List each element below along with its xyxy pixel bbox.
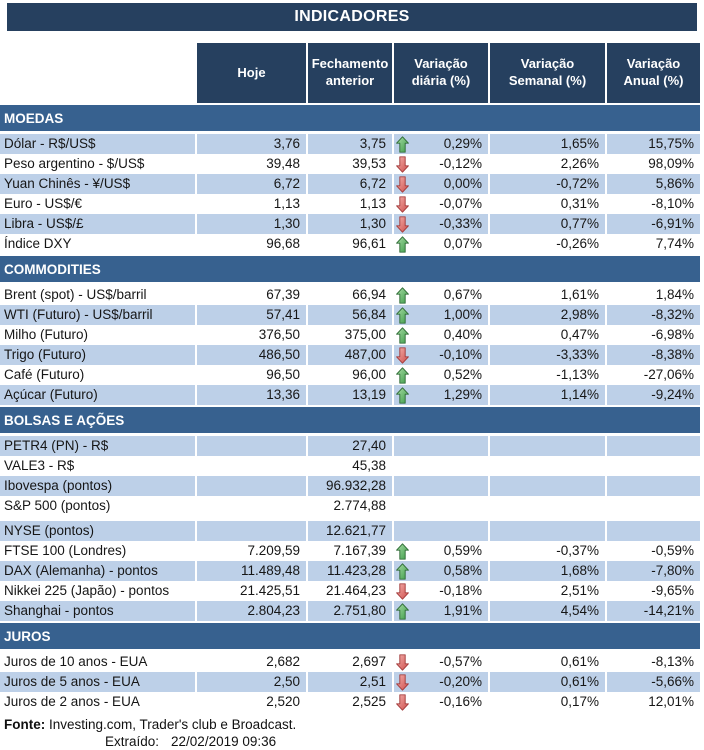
fechamento-anterior-value: 1,13 (308, 194, 394, 214)
variacao-semanal-value: 2,51% (490, 581, 607, 601)
fechamento-anterior-value: 27,40 (308, 436, 394, 456)
hoje-value: 1,30 (197, 214, 308, 234)
variacao-semanal-value: 0,61% (490, 672, 607, 692)
variacao-semanal-value: 0,47% (490, 325, 607, 345)
fechamento-anterior-value: 39,53 (308, 154, 394, 174)
table-row (0, 541, 700, 561)
variacao-diaria-cell (394, 345, 490, 365)
variacao-diaria-cell (394, 521, 490, 541)
hoje-value: 57,41 (197, 305, 308, 325)
down-arrow-slot (394, 674, 414, 691)
row-label: Libra - US$/£ (0, 214, 197, 234)
variacao-diaria-cell (394, 672, 490, 692)
up-arrow-slot (394, 307, 414, 324)
source-text: Investing.com, Trader's club e Broadcast. (49, 717, 297, 732)
table-row (0, 672, 700, 692)
variacao-semanal-value: 1,65% (490, 134, 607, 154)
fechamento-anterior-value: 2.751,80 (308, 601, 394, 621)
down-arrow-slot (394, 347, 414, 364)
variacao-anual-value: -9,24% (607, 385, 700, 405)
variacao-diaria-value: -0,10% (439, 347, 482, 362)
variacao-diaria-value: 1,00% (443, 307, 482, 322)
variacao-diaria-value: -0,20% (439, 674, 482, 689)
variacao-diaria-cell (394, 476, 490, 496)
variacao-diaria-value: 0,07% (443, 236, 482, 251)
variacao-anual-value: -7,80% (607, 561, 700, 581)
row-label: PETR4 (PN) - R$ (0, 436, 197, 456)
table-row (0, 174, 700, 194)
hoje-value (197, 496, 308, 516)
up-arrow-icon (396, 387, 409, 404)
variacao-diaria-cell (394, 456, 490, 476)
variacao-semanal-value: 0,61% (490, 652, 607, 672)
row-label: Café (Futuro) (0, 365, 197, 385)
hoje-value: 2,682 (197, 652, 308, 672)
variacao-semanal-value: -0,72% (490, 174, 607, 194)
variacao-diaria-value: 0,52% (443, 367, 482, 382)
table-row (0, 194, 700, 214)
hoje-value (197, 476, 308, 496)
column-header-variacao-anual: Variação Anual (%) (607, 43, 700, 103)
section-rows-moedas (0, 134, 704, 254)
footer (0, 717, 704, 750)
variacao-diaria-cell (394, 234, 490, 254)
row-label: NYSE (pontos) (0, 521, 197, 541)
table-row (0, 345, 700, 365)
table-row (0, 134, 700, 154)
variacao-diaria-value: 0,00% (443, 176, 482, 191)
row-label: S&P 500 (pontos) (0, 496, 197, 516)
variacao-semanal-value: 1,14% (490, 385, 607, 405)
down-arrow-slot (394, 156, 414, 173)
variacao-semanal-value: -0,37% (490, 541, 607, 561)
indicators-report (0, 3, 704, 750)
table-row (0, 456, 700, 476)
hoje-value: 2.804,23 (197, 601, 308, 621)
down-arrow-icon (396, 347, 409, 364)
variacao-anual-value (607, 521, 700, 541)
row-label: VALE3 - R$ (0, 456, 197, 476)
row-label: Euro - US$/€ (0, 194, 197, 214)
section-header-bolsas-e-acoes: BOLSAS E AÇÕES (0, 407, 700, 433)
hoje-value: 21.425,51 (197, 581, 308, 601)
hoje-value: 486,50 (197, 345, 308, 365)
variacao-anual-value: 98,09% (648, 156, 694, 171)
column-header-variacao-semanal: Variação Semanal (%) (490, 43, 607, 103)
variacao-diaria-value: 1,91% (443, 603, 482, 618)
down-arrow-icon (396, 196, 409, 213)
hoje-value: 13,36 (197, 385, 308, 405)
fechamento-anterior-value: 13,19 (308, 385, 394, 405)
variacao-semanal-value: 1,68% (490, 561, 607, 581)
variacao-anual-value (607, 456, 700, 476)
hoje-value (197, 436, 308, 456)
down-arrow-icon (396, 583, 409, 600)
variacao-anual-value: 1,84% (655, 287, 694, 302)
up-arrow-slot (394, 367, 414, 384)
variacao-semanal-value: 0,31% (490, 194, 607, 214)
fechamento-anterior-value: 96,61 (308, 234, 394, 254)
variacao-anual-value (607, 476, 700, 496)
section-rows-juros (0, 652, 704, 712)
table-row (0, 365, 700, 385)
hoje-value: 1,13 (197, 194, 308, 214)
variacao-diaria-cell (394, 652, 490, 672)
variacao-diaria-cell (394, 365, 490, 385)
up-arrow-slot (394, 603, 414, 620)
row-label: WTI (Futuro) - US$/barril (0, 305, 197, 325)
row-label: FTSE 100 (Londres) (0, 541, 197, 561)
row-label: Nikkei 225 (Japão) - pontos (0, 581, 197, 601)
source-line (0, 717, 704, 733)
page-title: INDICADORES (7, 3, 697, 31)
variacao-diaria-value: -0,33% (439, 216, 482, 231)
fechamento-anterior-value: 12.621,77 (308, 521, 394, 541)
variacao-anual-value: -5,66% (607, 672, 700, 692)
fechamento-anterior-value: 375,00 (308, 325, 394, 345)
table-row (0, 214, 700, 234)
up-arrow-slot (394, 136, 414, 153)
variacao-anual-value: -0,59% (651, 543, 694, 558)
variacao-diaria-value: -0,07% (439, 196, 482, 211)
variacao-semanal-value (490, 456, 607, 476)
hoje-value: 67,39 (197, 285, 308, 305)
variacao-diaria-cell (394, 154, 490, 174)
variacao-anual-value: -8,10% (651, 196, 694, 211)
table-row (0, 154, 700, 174)
row-label: Juros de 5 anos - EUA (0, 672, 197, 692)
table-row (0, 436, 700, 456)
up-arrow-icon (396, 543, 409, 560)
variacao-anual-value: 7,74% (655, 236, 694, 251)
up-arrow-icon (396, 367, 409, 384)
section-header-commodities: COMMODITIES (0, 256, 700, 282)
column-header-row (0, 43, 700, 103)
row-label: Juros de 10 anos - EUA (0, 652, 197, 672)
up-arrow-icon (396, 287, 409, 304)
up-arrow-slot (394, 327, 414, 344)
row-label: DAX (Alemanha) - pontos (0, 561, 197, 581)
variacao-diaria-cell (394, 385, 490, 405)
header-spacer (0, 43, 197, 103)
variacao-anual-value: -27,06% (643, 367, 694, 382)
up-arrow-slot (394, 287, 414, 304)
variacao-anual-value: -9,65% (651, 583, 694, 598)
up-arrow-icon (396, 603, 409, 620)
variacao-semanal-value: 4,54% (490, 601, 607, 621)
table-row (0, 285, 700, 305)
variacao-semanal-value: 2,26% (490, 154, 607, 174)
up-arrow-icon (396, 563, 409, 580)
variacao-anual-value: 5,86% (607, 174, 700, 194)
hoje-value (197, 456, 308, 476)
extracted-value: 22/02/2019 09:36 (171, 734, 277, 749)
table-row (0, 305, 700, 325)
down-arrow-icon (396, 216, 409, 233)
table-row (0, 652, 700, 672)
hoje-value: 7.209,59 (197, 541, 308, 561)
fechamento-anterior-value: 2,697 (308, 652, 394, 672)
variacao-diaria-value: 0,67% (443, 287, 482, 302)
down-arrow-icon (396, 176, 409, 193)
hoje-value: 96,50 (197, 365, 308, 385)
variacao-semanal-value (490, 436, 607, 456)
down-arrow-icon (396, 156, 409, 173)
fechamento-anterior-value: 2,525 (308, 692, 394, 712)
row-label: Dólar - R$/US$ (0, 134, 197, 154)
variacao-diaria-cell (394, 325, 490, 345)
up-arrow-slot (394, 236, 414, 253)
section-rows-commodities (0, 285, 704, 405)
up-arrow-slot (394, 563, 414, 580)
table-row (0, 476, 700, 496)
variacao-semanal-value (490, 521, 607, 541)
row-label: Milho (Futuro) (0, 325, 197, 345)
extracted-label: Extraído: (105, 734, 160, 749)
up-arrow-icon (396, 236, 409, 253)
source-label: Fonte: (4, 717, 46, 732)
section-rows-bolsas-e-acoes (0, 436, 704, 621)
up-arrow-icon (396, 136, 409, 153)
row-label: Shanghai - pontos (0, 601, 197, 621)
variacao-semanal-value: -3,33% (490, 345, 607, 365)
variacao-semanal-value: 0,77% (490, 214, 607, 234)
column-header-hoje: Hoje (197, 43, 308, 103)
fechamento-anterior-value: 2.774,88 (308, 496, 394, 516)
variacao-diaria-cell (394, 496, 490, 516)
row-label: Peso argentino - $/US$ (0, 154, 197, 174)
hoje-value: 2,50 (197, 672, 308, 692)
fechamento-anterior-value: 2,51 (308, 672, 394, 692)
hoje-value: 96,68 (197, 234, 308, 254)
variacao-diaria-cell (394, 541, 490, 561)
fechamento-anterior-value: 7.167,39 (308, 541, 394, 561)
variacao-diaria-cell (394, 581, 490, 601)
row-label: Trigo (Futuro) (0, 345, 197, 365)
variacao-anual-value: -6,98% (651, 327, 694, 342)
table-row (0, 325, 700, 345)
hoje-value: 3,76 (197, 134, 308, 154)
table-body (0, 105, 704, 712)
fechamento-anterior-value: 96,00 (308, 365, 394, 385)
variacao-diaria-cell (394, 194, 490, 214)
fechamento-anterior-value: 45,38 (308, 456, 394, 476)
table-row (0, 234, 700, 254)
fechamento-anterior-value: 56,84 (308, 305, 394, 325)
variacao-anual-value (607, 496, 700, 516)
variacao-diaria-cell (394, 134, 490, 154)
down-arrow-icon (396, 694, 409, 711)
variacao-diaria-value: 0,58% (443, 563, 482, 578)
table-row (0, 521, 700, 541)
fechamento-anterior-value: 3,75 (308, 134, 394, 154)
fechamento-anterior-value: 96.932,28 (308, 476, 394, 496)
table-row (0, 581, 700, 601)
table-row (0, 601, 700, 621)
row-label: Ibovespa (pontos) (0, 476, 197, 496)
up-arrow-slot (394, 543, 414, 560)
up-arrow-slot (394, 387, 414, 404)
variacao-diaria-cell (394, 174, 490, 194)
column-header-fechamento-anterior: Fechamento anterior (308, 43, 394, 103)
row-label: Yuan Chinês - ¥/US$ (0, 174, 197, 194)
row-label: Juros de 2 anos - EUA (0, 692, 197, 712)
row-label: Brent (spot) - US$/barril (0, 285, 197, 305)
variacao-semanal-value (490, 476, 607, 496)
up-arrow-icon (396, 327, 409, 344)
fechamento-anterior-value: 1,30 (308, 214, 394, 234)
variacao-diaria-value: 0,29% (443, 136, 482, 151)
fechamento-anterior-value: 66,94 (308, 285, 394, 305)
variacao-diaria-value: -0,57% (439, 654, 482, 669)
hoje-value: 2,520 (197, 692, 308, 712)
table-row (0, 561, 700, 581)
fechamento-anterior-value: 6,72 (308, 174, 394, 194)
variacao-semanal-value: 2,98% (490, 305, 607, 325)
table-row (0, 496, 700, 516)
variacao-anual-value: 12,01% (648, 694, 694, 709)
variacao-diaria-value: -0,16% (439, 694, 482, 709)
variacao-anual-value: -6,91% (607, 214, 700, 234)
variacao-anual-value: 15,75% (607, 134, 700, 154)
down-arrow-slot (394, 654, 414, 671)
up-arrow-icon (396, 307, 409, 324)
variacao-diaria-value: -0,12% (439, 156, 482, 171)
variacao-anual-value (607, 436, 700, 456)
variacao-diaria-value: 1,29% (443, 387, 482, 402)
table-row (0, 692, 700, 712)
variacao-anual-value: -8,38% (607, 345, 700, 365)
variacao-diaria-cell (394, 692, 490, 712)
column-header-variacao-diaria: Variação diária (%) (394, 43, 490, 103)
variacao-semanal-value: -0,26% (490, 234, 607, 254)
hoje-value: 6,72 (197, 174, 308, 194)
row-label: Açúcar (Futuro) (0, 385, 197, 405)
fechamento-anterior-value: 487,00 (308, 345, 394, 365)
variacao-anual-value: -8,32% (607, 305, 700, 325)
down-arrow-slot (394, 196, 414, 213)
variacao-diaria-cell (394, 436, 490, 456)
down-arrow-icon (396, 674, 409, 691)
row-label: Índice DXY (0, 234, 197, 254)
down-arrow-slot (394, 176, 414, 193)
down-arrow-slot (394, 583, 414, 600)
down-arrow-slot (394, 216, 414, 233)
hoje-value: 11.489,48 (197, 561, 308, 581)
fechamento-anterior-value: 11.423,28 (308, 561, 394, 581)
variacao-semanal-value (490, 496, 607, 516)
variacao-semanal-value: 0,17% (490, 692, 607, 712)
variacao-diaria-cell (394, 214, 490, 234)
variacao-anual-value: -8,13% (651, 654, 694, 669)
variacao-diaria-cell (394, 561, 490, 581)
variacao-diaria-cell (394, 285, 490, 305)
variacao-semanal-value: -1,13% (490, 365, 607, 385)
fechamento-anterior-value: 21.464,23 (308, 581, 394, 601)
down-arrow-slot (394, 694, 414, 711)
variacao-diaria-cell (394, 601, 490, 621)
hoje-value (197, 521, 308, 541)
hoje-value: 376,50 (197, 325, 308, 345)
down-arrow-icon (396, 654, 409, 671)
hoje-value: 39,48 (197, 154, 308, 174)
variacao-diaria-cell (394, 305, 490, 325)
variacao-diaria-value: -0,18% (439, 583, 482, 598)
section-header-moedas: MOEDAS (0, 105, 700, 131)
table-row (0, 385, 700, 405)
section-header-juros: JUROS (0, 623, 700, 649)
variacao-diaria-value: 0,59% (443, 543, 482, 558)
variacao-semanal-value: 1,61% (490, 285, 607, 305)
variacao-diaria-value: 0,40% (443, 327, 482, 342)
variacao-anual-value: -14,21% (607, 601, 700, 621)
